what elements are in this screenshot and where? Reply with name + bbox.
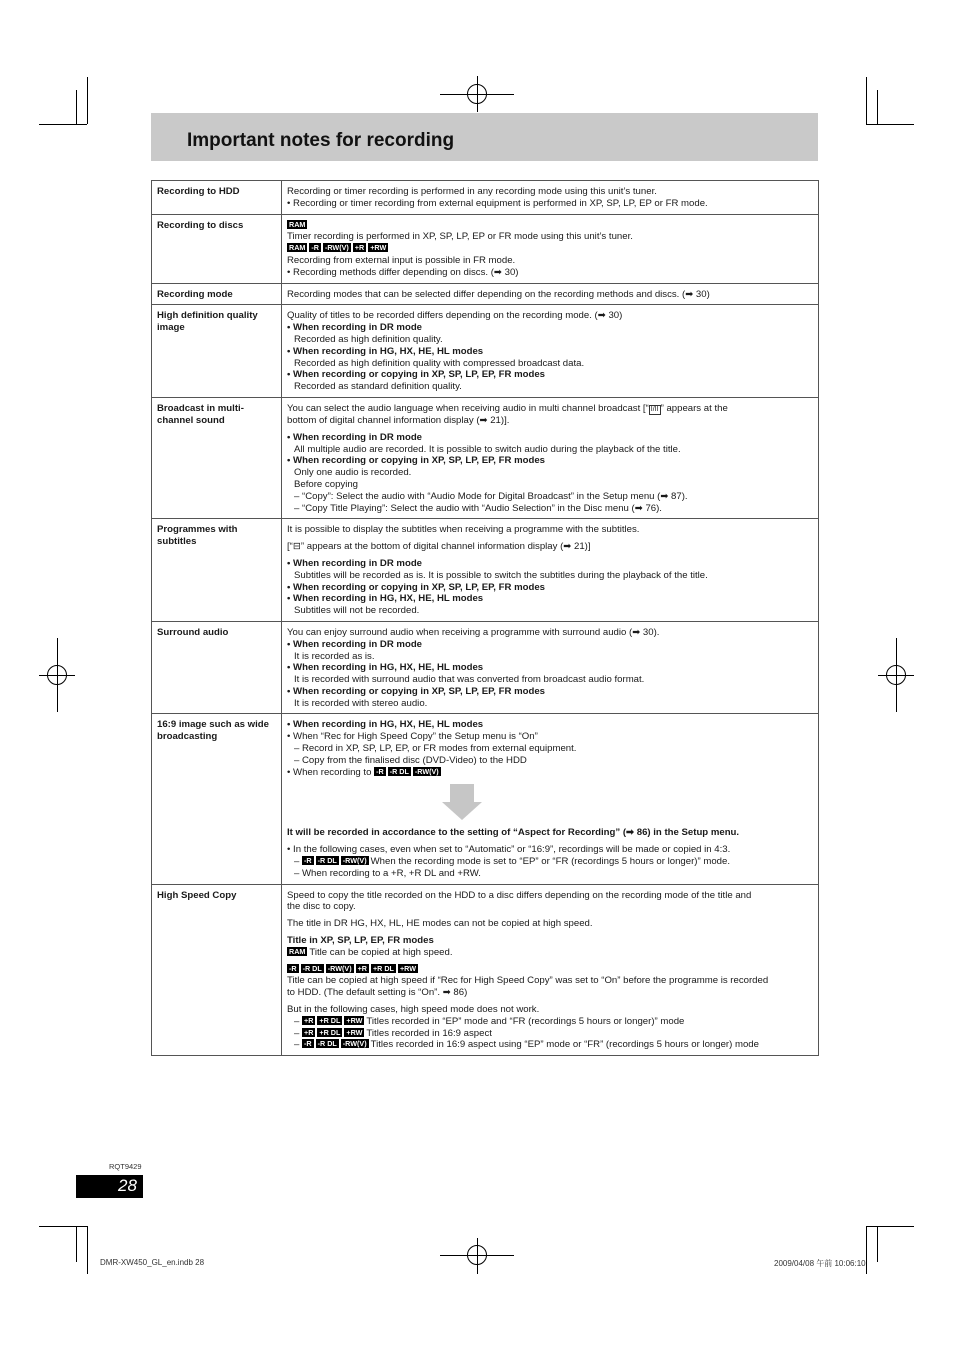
mode-heading: • When recording or copying in XP, SP, LP, EP, FR modes	[287, 581, 546, 593]
disc-badge: -R DL	[302, 963, 322, 973]
text-line: Recorded as high definition quality.	[294, 333, 443, 345]
disc-badge: +R DL	[319, 1027, 341, 1037]
text-line: – “Copy Title Playing”: Select the audio with “Audio Selection” in the Disc menu (➡ 76).	[294, 502, 662, 514]
disc-badge: -R DL	[389, 766, 409, 776]
mode-heading: • When recording in DR mode	[287, 638, 423, 650]
disc-badges	[287, 243, 814, 255]
text-line: to HDD. (The default setting is “On”. ➡ 86)	[287, 987, 468, 999]
text-line: You can enjoy surround audio when receiving a programme with surround audio (➡ 30).	[287, 626, 660, 638]
page-title: Important notes for recording	[187, 130, 455, 151]
subtitle-icon: ⊟	[292, 541, 301, 553]
row-description	[282, 397, 819, 518]
text-segment: Titles recorded in “EP” mode and “FR (recordings 5 hours or longer)” mode	[366, 1015, 685, 1027]
table-row	[152, 214, 819, 283]
table-row	[152, 621, 819, 714]
text-line: Recording from external input is possible in FR mode.	[287, 254, 516, 266]
footer-date: 2009/04/08 午前 10:06:10	[774, 1259, 866, 1268]
disc-badge: -RW(V)	[327, 963, 352, 973]
down-arrow-icon	[442, 784, 482, 822]
row-label: Surround audio	[152, 621, 282, 714]
note-heading: It will be recorded in accordance to the setting of “Aspect for Recording” (➡ 86) in the Setup menu.	[287, 827, 740, 839]
text-line	[287, 947, 814, 959]
text-line: Speed to copy the title recorded on the HDD to a disc differs depending on the recording mode of the title and	[287, 889, 752, 901]
text-line: – When recording to a +R, +R DL and +RW.	[294, 867, 481, 879]
row-label: High Speed Copy	[152, 884, 282, 1056]
text-line: Subtitles will not be recorded.	[294, 605, 420, 617]
text-segment: –	[294, 1027, 300, 1039]
disc-badge: -R DL	[317, 856, 337, 866]
mode-heading: • When recording or copying in XP, SP, LP, EP, FR modes	[287, 369, 546, 381]
table-row	[152, 283, 819, 305]
text-line: – Record in XP, SP, LP, EP, or FR modes from external equipment.	[294, 743, 577, 755]
page-number: 28	[118, 1176, 137, 1195]
disc-badge: -RW(V)	[414, 766, 439, 776]
mode-heading: • When recording in HG, HX, HE, HL modes	[287, 593, 484, 605]
disc-badge: +RW	[399, 963, 416, 973]
disc-badge: RAM	[289, 946, 306, 956]
text-line: • When “Rec for High Speed Copy” the Setup menu is “On”	[287, 731, 538, 743]
text-line: It is recorded with stereo audio.	[294, 697, 428, 709]
disc-badge: +R	[354, 243, 365, 253]
disc-badge: +RW	[346, 1015, 363, 1025]
text-line: Recording or timer recording is performed in any recording mode using this unit’s tuner.	[287, 186, 657, 197]
row-label: Recording to HDD	[152, 181, 282, 215]
text-line: All multiple audio are recorded. It is possible to switch audio during the playback of the title.	[294, 443, 681, 455]
text-segment: When the recording mode is set to “EP” or “FR (recordings 5 hours or longer)” mode.	[370, 856, 730, 868]
text-line	[287, 856, 814, 868]
table-row	[152, 397, 819, 518]
footer-file-name: DMR-XW450_GL_en.indb 28	[100, 1258, 205, 1267]
disc-badge: -RW(V)	[342, 856, 367, 866]
text-segment: –	[294, 1015, 300, 1027]
disc-badges	[287, 220, 814, 232]
text-line: the disc to copy.	[287, 901, 356, 913]
text-segment: Titles recorded in 16:9 aspect	[366, 1027, 492, 1039]
text-line: Timer recording is performed in XP, SP, LP, EP or FR mode using this unit’s tuner.	[287, 231, 633, 243]
disc-badge: -RW(V)	[324, 243, 349, 253]
table-row	[152, 181, 819, 215]
text-line: Quality of titles to be recorded differs depending on the recording mode. (➡ 30)	[287, 310, 623, 322]
row-description	[282, 214, 819, 283]
text-line: Recorded as high definition quality with compressed broadcast data.	[294, 357, 585, 369]
text-line: Recording modes that can be selected differ depending on the recording methods and discs. (➡ 30)	[287, 288, 710, 300]
text-line: – Copy from the finalised disc (DVD-Video) to the HDD	[294, 754, 527, 766]
row-description	[282, 305, 819, 398]
text-line: Title can be copied at high speed if “Rec for High Speed Copy” was set to “On” before the programme is recorded	[287, 975, 769, 987]
text-line: It is possible to display the subtitles when receiving a programme with the subtitles.	[287, 524, 640, 536]
row-description	[282, 283, 819, 305]
row-description	[282, 884, 819, 1056]
disc-badge: +RW	[370, 243, 387, 253]
text-line: The title in DR HG, HX, HL, HE modes can not be copied at high speed.	[287, 918, 593, 930]
text-line: But in the following cases, high speed mode does not work.	[287, 1004, 540, 1016]
text-segment: Titles recorded in 16:9 aspect using “EP” mode or “FR” (recordings 5 hours or longer) mode	[370, 1039, 759, 1051]
mode-heading: • When recording in DR mode	[287, 322, 423, 334]
dual-audio-icon: I/II	[650, 405, 659, 413]
disc-badge: -RW(V)	[342, 1039, 367, 1049]
row-label: Broadcast in multi-channel sound	[152, 397, 282, 518]
row-label: Recording to discs	[152, 214, 282, 283]
text-line: • In the following cases, even when set to “Automatic” or “16:9”, recordings will be made or copied in 4:3.	[287, 844, 731, 856]
text-line: Only one audio is recorded.	[294, 467, 412, 479]
disc-badge: -R	[311, 243, 319, 253]
disc-badge: RAM	[289, 243, 306, 253]
disc-badge: -R	[304, 1039, 312, 1049]
mode-heading: • When recording in HG, HX, HE, HL modes	[287, 662, 484, 674]
disc-badge: RAM	[289, 219, 306, 229]
disc-badge: +R	[304, 1015, 314, 1025]
row-label: Programmes with subtitles	[152, 519, 282, 622]
mode-heading: • When recording in HG, HX, HE, HL modes	[287, 719, 484, 731]
disc-badge: -R	[289, 963, 297, 973]
text-segment: • When recording to	[287, 766, 372, 778]
text-line	[287, 1039, 814, 1051]
row-description	[282, 621, 819, 714]
text-line: Recorded as standard definition quality.	[294, 381, 462, 393]
text-segment: ” appears at the bottom of digital channel information display (➡ 21)]	[300, 541, 591, 553]
text-line	[287, 1016, 814, 1028]
text-line: Before copying	[294, 478, 358, 490]
disc-badge: -R	[376, 766, 384, 776]
text-line	[287, 403, 814, 415]
mode-heading: Title in XP, SP, LP, EP, FR modes	[287, 935, 434, 947]
mode-heading: • When recording in DR mode	[287, 431, 423, 443]
disc-badge: +R DL	[319, 1015, 341, 1025]
row-label: 16:9 image such as wide broadcasting	[152, 714, 282, 884]
mode-heading: • When recording or copying in XP, SP, LP, EP, FR modes	[287, 455, 546, 467]
disc-badge: -R DL	[317, 1039, 337, 1049]
mode-heading: • When recording in DR mode	[287, 557, 423, 569]
mode-heading: • When recording in HG, HX, HE, HL modes	[287, 345, 484, 357]
table-row	[152, 884, 819, 1056]
disc-badge: +R DL	[372, 963, 394, 973]
model-code: RQT9429	[109, 1162, 142, 1171]
disc-badges	[287, 964, 814, 976]
table-row	[152, 519, 819, 622]
text-line: – “Copy”: Select the audio with “Audio Mode for Digital Broadcast” in the Setup menu (➡ 87).	[294, 490, 688, 502]
text-line: Subtitles will be recorded as is. It is possible to switch the subtitles during the playback of the title.	[294, 569, 708, 581]
text-segment: –	[294, 856, 300, 868]
row-description	[282, 519, 819, 622]
text-line: • Recording or timer recording from external equipment is performed in XP, SP, LP, EP or FR mode.	[287, 197, 708, 209]
table-row	[152, 714, 819, 884]
text-segment: Title can be copied at high speed.	[309, 946, 453, 958]
row-label: High definition quality image	[152, 305, 282, 398]
text-line: It is recorded with surround audio that was converted from broadcast audio format.	[294, 674, 645, 686]
text-line: bottom of digital channel information display (➡ 21)].	[287, 414, 510, 426]
text-segment: –	[294, 1039, 300, 1051]
disc-badge: +R	[304, 1027, 314, 1037]
text-line: • Recording methods differ depending on discs. (➡ 30)	[287, 266, 519, 278]
disc-badge: -R	[304, 856, 312, 866]
table-row	[152, 305, 819, 398]
row-description	[282, 181, 819, 215]
disc-badge: +RW	[346, 1027, 363, 1037]
text-line: It is recorded as is.	[294, 650, 375, 662]
text-line	[287, 767, 814, 779]
text-segment: You can select the audio language when receiving audio in multi channel broadcast [“	[287, 402, 649, 414]
notes-table	[151, 180, 819, 1056]
row-label: Recording mode	[152, 283, 282, 305]
text-line	[287, 541, 814, 553]
mode-heading: • When recording or copying in XP, SP, LP, EP, FR modes	[287, 685, 546, 697]
disc-badge: +R	[357, 963, 367, 973]
text-segment: ” appears at the	[660, 402, 728, 414]
text-line	[287, 1028, 814, 1040]
text-segment: [“	[287, 541, 293, 553]
row-description	[282, 714, 819, 884]
